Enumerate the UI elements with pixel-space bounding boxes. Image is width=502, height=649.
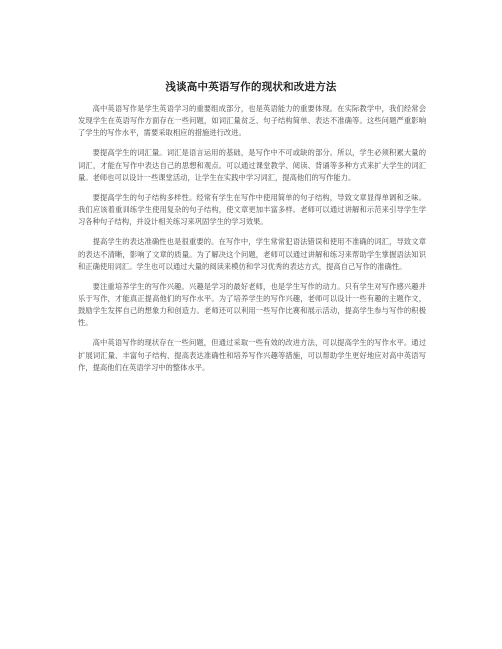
document-title: 浅谈高中英语写作的现状和改进方法 — [165, 81, 337, 93]
paragraph-interest: 要注重培养学生的写作兴趣。兴趣是学习的最好老师，也是学生写作的动力。只有学生对写作感兴趣并乐于写作，才能真正提高他们的写作水平。为了培养学生的写作兴趣，老师可以设计一些有趣的主题作文，鼓励学生发挥自己的想象力和创造力。老师还可以利用一些写作比赛和展示活动，提高学生参与写作的积极性。 — [78, 281, 426, 328]
document-body — [78, 103, 426, 382]
paragraph-sentence-structure: 要提高学生的句子结构多样性。经常有学生在写作中使用简单的句子结构，导致文章显得单调和乏味。我们应该着重训练学生使用复杂的句子结构，使文章更加丰富多样。老师可以通过讲解和示范来引导学生学习各种句子结构，并设计相关练习来巩固学生的学习效果。 — [78, 192, 426, 227]
paragraph-intro: 高中英语写作是学生英语学习的重要组成部分，也是英语能力的重要体现。在实际教学中，我们经常会发现学生在英语写作方面存在一些问题，如词汇量贫乏、句子结构简单、表达不准确等。这些问题严重影响了学生的写作水平，需要采取相应的措施进行改进。 — [78, 104, 426, 138]
paragraph-conclusion: 高中英语写作的现状存在一些问题，但通过采取一些有效的改进方法，可以提高学生的写作水平。通过扩展词汇量、丰富句子结构、提高表达准确性和培养写作兴趣等措施，可以帮助学生更好地应对高中英语写作，提高他们在英语学习中的整体水平。 — [78, 338, 426, 372]
paragraph-vocabulary: 要提高学生的词汇量。词汇是语言运用的基础，是写作中不可或缺的部分。所以，学生必须积累大量的词汇，才能在写作中表达自己的思想和观点。可以通过课堂教学、阅读、背诵等多种方式来扩大学生的词汇量。老师也可以设计一些课堂活动，让学生在实践中学习词汇，提高他们的写作能力。 — [78, 148, 426, 182]
paragraph-accuracy: 提高学生的表达准确性也是很重要的。在写作中，学生常常犯语法错误和使用不准确的词汇，导致文章的表达不清晰，影响了文章的质量。为了解决这个问题，老师可以通过讲解和练习来帮助学生掌握语法知识和正确使用词汇。学生也可以通过大量的阅读来模仿和学习优秀的表达方式，提高自己写作的准确性。 — [78, 237, 426, 271]
